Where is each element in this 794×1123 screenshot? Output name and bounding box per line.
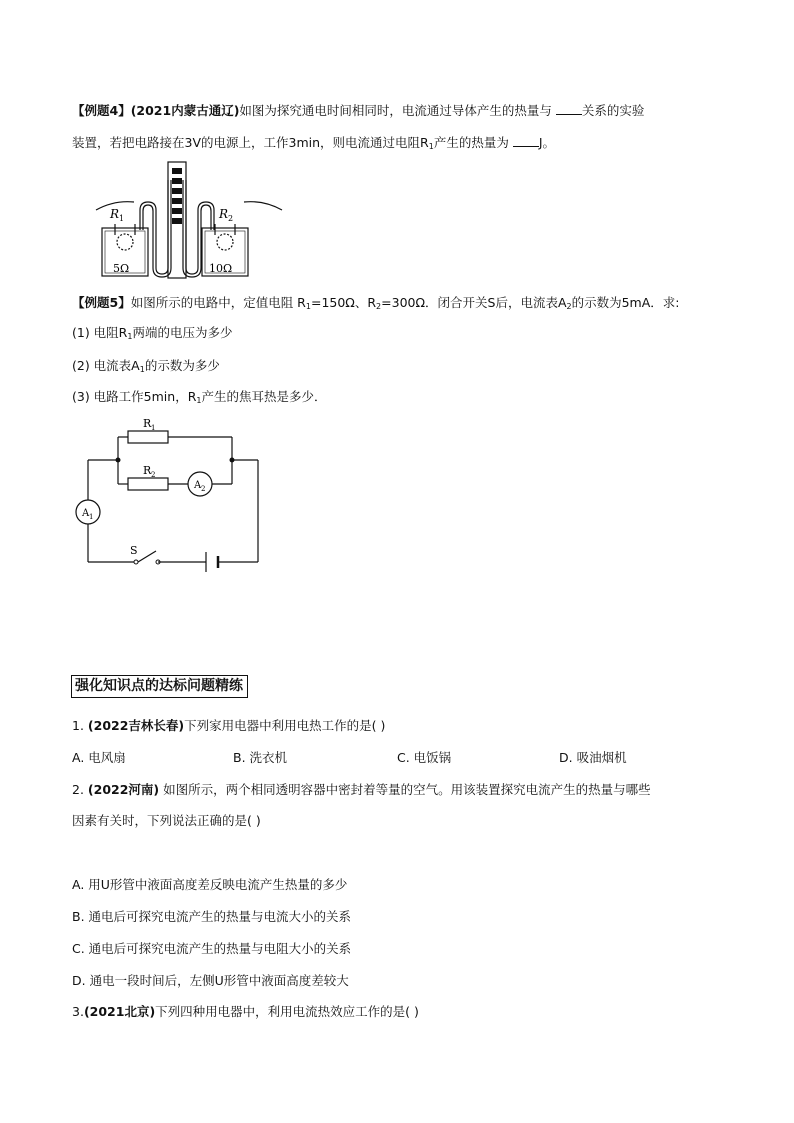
- option-d[interactable]: D. 吸油烟机: [559, 750, 627, 765]
- subscript: 1: [139, 365, 145, 374]
- a2-sub: 2: [201, 485, 206, 493]
- option-a[interactable]: A. 用U形管中液面高度差反映电流产生热量的多少: [72, 877, 348, 892]
- question-text: 因素有关时，下列说法正确的是( ): [72, 813, 261, 828]
- r1-value: 5Ω: [113, 262, 130, 275]
- option-a[interactable]: A. 电风扇: [72, 750, 126, 765]
- question-number: 1.: [72, 718, 84, 733]
- section-title: 强化知识点的达标问题精练: [71, 675, 248, 698]
- question-number: 2.: [72, 782, 84, 797]
- r1-label: R: [143, 417, 152, 430]
- question-text: (1) 电阻R: [72, 325, 128, 340]
- a1-sub: 1: [89, 513, 94, 521]
- question-source: (2022吉林长春): [87, 718, 185, 733]
- subscript: 2: [376, 302, 382, 311]
- question-text: 下列四种用电器中，利用电流热效应工作的是( ): [155, 1004, 419, 1019]
- q1-stem: [72, 718, 385, 734]
- question-text: (3) 电路工作5min，R: [72, 389, 197, 404]
- subscript: 2: [566, 302, 572, 311]
- example4-line2: 装置，若把电路接在3V的电源上，工作3min，则电流通过电阻$R_1$产生的热量为 J。: [72, 135, 555, 151]
- subscript: 1: [305, 302, 311, 311]
- question-source: (2022河南): [87, 782, 160, 797]
- question-text: 下列家用电器中利用电热工作的是( ): [184, 718, 386, 733]
- r2-sub: 2: [228, 214, 234, 223]
- example4-line1: [72, 103, 644, 119]
- q2-stem-line1: [72, 782, 651, 798]
- example5-q1: [72, 325, 232, 345]
- example5-text: 如图所示的电路中，定值电阻 R: [130, 295, 306, 310]
- option-b[interactable]: B. 通电后可探究电流产生的热量与电流大小的关系: [72, 909, 352, 924]
- example4-text-tail: 关系的实验: [581, 103, 645, 118]
- question-source: (2021北京): [83, 1004, 156, 1019]
- parallel-circuit-figure: [72, 412, 262, 577]
- subscript: 1: [127, 332, 133, 341]
- r2-value: 10Ω: [209, 262, 233, 275]
- example5-text: 的示数为5mA．求:: [571, 295, 680, 310]
- example4-text: 如图为探究通电时间相同时，电流通过导体产生的热量与: [239, 103, 552, 118]
- answer-blank[interactable]: [556, 103, 582, 115]
- question-text: 产生的焦耳热是多少．: [201, 389, 327, 404]
- example5-q3: [72, 389, 327, 409]
- switch-label: S: [130, 544, 138, 557]
- example4-source: (2021内蒙古通辽): [130, 103, 240, 118]
- example5-text: =150Ω、R: [310, 295, 377, 310]
- r2-sub: 2: [151, 471, 156, 479]
- subscript: 1: [196, 396, 202, 405]
- option-d[interactable]: D. 通电一段时间后，左侧U形管中液面高度差较大: [72, 973, 349, 988]
- question-number: 3.: [72, 1004, 84, 1019]
- question-text: 如图所示，两个相同透明容器中密封着等量的空气。用该装置探究电流产生的热量与哪些: [163, 782, 651, 797]
- example4-tag: 【例题4】: [72, 103, 131, 118]
- question-text: (2) 电流表A: [72, 358, 140, 373]
- answer-blank[interactable]: [513, 135, 539, 147]
- a1-label: A: [82, 508, 90, 519]
- r1-label: R: [110, 207, 120, 221]
- a2-label: A: [194, 480, 202, 491]
- example5-q2: [72, 358, 220, 378]
- example5-text: =300Ω．闭合开关S后，电流表A: [381, 295, 567, 310]
- example4-text-tail: 产生的热量为: [433, 135, 509, 150]
- q2-stem-line2: [72, 813, 261, 829]
- r2-label: R: [219, 207, 229, 221]
- joule-heating-apparatus-figure: [94, 160, 284, 280]
- question-text: 的示数为多少: [144, 358, 220, 373]
- example5-tag: 【例题5】: [72, 295, 131, 310]
- option-b[interactable]: B. 洗衣机: [233, 750, 288, 765]
- example5-line1: [72, 295, 680, 315]
- option-c[interactable]: C. 通电后可探究电流产生的热量与电阻大小的关系: [72, 941, 352, 956]
- unit-text: J。: [538, 135, 555, 150]
- r2-label: R: [143, 464, 152, 477]
- example4-text: 装置，若把电路接在3V的电源上，工作3min，则电流通过电阻: [72, 135, 421, 150]
- r1-sub: 1: [119, 214, 125, 223]
- q3-stem: [72, 1004, 419, 1020]
- option-c[interactable]: C. 电饭锅: [397, 750, 452, 765]
- question-text: 两端的电压为多少: [132, 325, 233, 340]
- subscript: 1: [428, 142, 434, 151]
- r1-sub: 1: [151, 424, 156, 432]
